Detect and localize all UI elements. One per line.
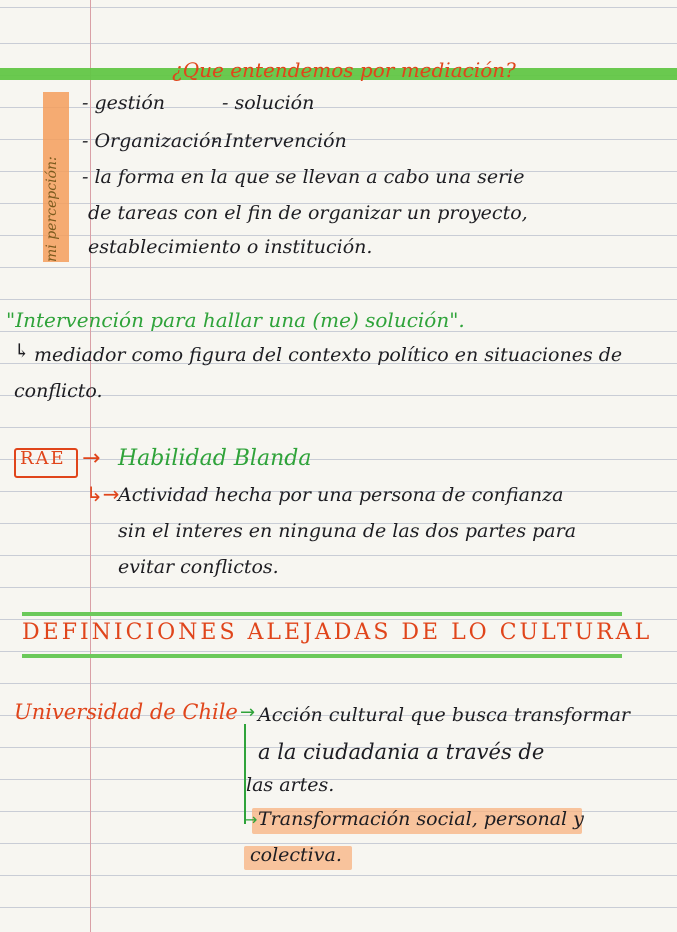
- uchile-name: Universidad de Chile: [14, 700, 238, 724]
- perception-line-1: - la forma en la que se llevan a cabo una serie: [82, 166, 525, 188]
- perception-line-3: establecimiento o institución.: [88, 236, 373, 258]
- rae-sub-arrow-icon: ↳→: [86, 482, 120, 506]
- rae-line-1: Actividad hecha por una persona de confianza: [118, 484, 564, 506]
- perception-tag: mi percepción:: [44, 156, 60, 262]
- section-highlight-bottom: [22, 654, 622, 658]
- uchile-def2-line-1: Transformación social, personal y: [258, 808, 584, 830]
- uchile-def2-line-2: colectiva.: [250, 844, 342, 866]
- page-title: ¿Que entendemos por mediación?: [172, 58, 516, 82]
- section-title: DEFINICIONES ALEJADAS DE LO CULTURAL: [22, 620, 653, 645]
- mediador-line-2: conflicto.: [14, 380, 103, 402]
- rae-arrow-icon: →: [82, 446, 101, 471]
- uchile-arrow-icon: →: [240, 702, 256, 723]
- mediador-arrow-icon: ↳: [14, 340, 30, 362]
- rae-line-3: evitar conflictos.: [118, 556, 279, 578]
- perception-line-2: de tareas con el fin de organizar un proyecto,: [88, 202, 528, 224]
- keyword-intervencion: - Intervención: [212, 130, 347, 152]
- keyword-organizacion: - Organización: [82, 130, 223, 152]
- uchile-def1-line-2: a la ciudadania a través de: [258, 740, 545, 764]
- keyword-solucion: - solución: [222, 92, 315, 114]
- mediador-line-1: mediador como figura del contexto político en situaciones de: [34, 344, 623, 366]
- def2-arrow-icon: →: [244, 810, 258, 829]
- rae-line-2: sin el interes en ninguna de las dos partes para: [118, 520, 577, 542]
- section-highlight-top: [22, 612, 622, 616]
- keyword-gestion: - gestión: [82, 92, 166, 114]
- quote-definition: "Intervención para hallar una (me) solución".: [6, 308, 465, 332]
- rae-tag: RAE: [20, 448, 66, 469]
- rae-term: Habilidad Blanda: [118, 446, 312, 471]
- uchile-def1-line-3: las artes.: [246, 774, 335, 796]
- uchile-def1-line-1: Acción cultural que busca transformar: [258, 704, 631, 726]
